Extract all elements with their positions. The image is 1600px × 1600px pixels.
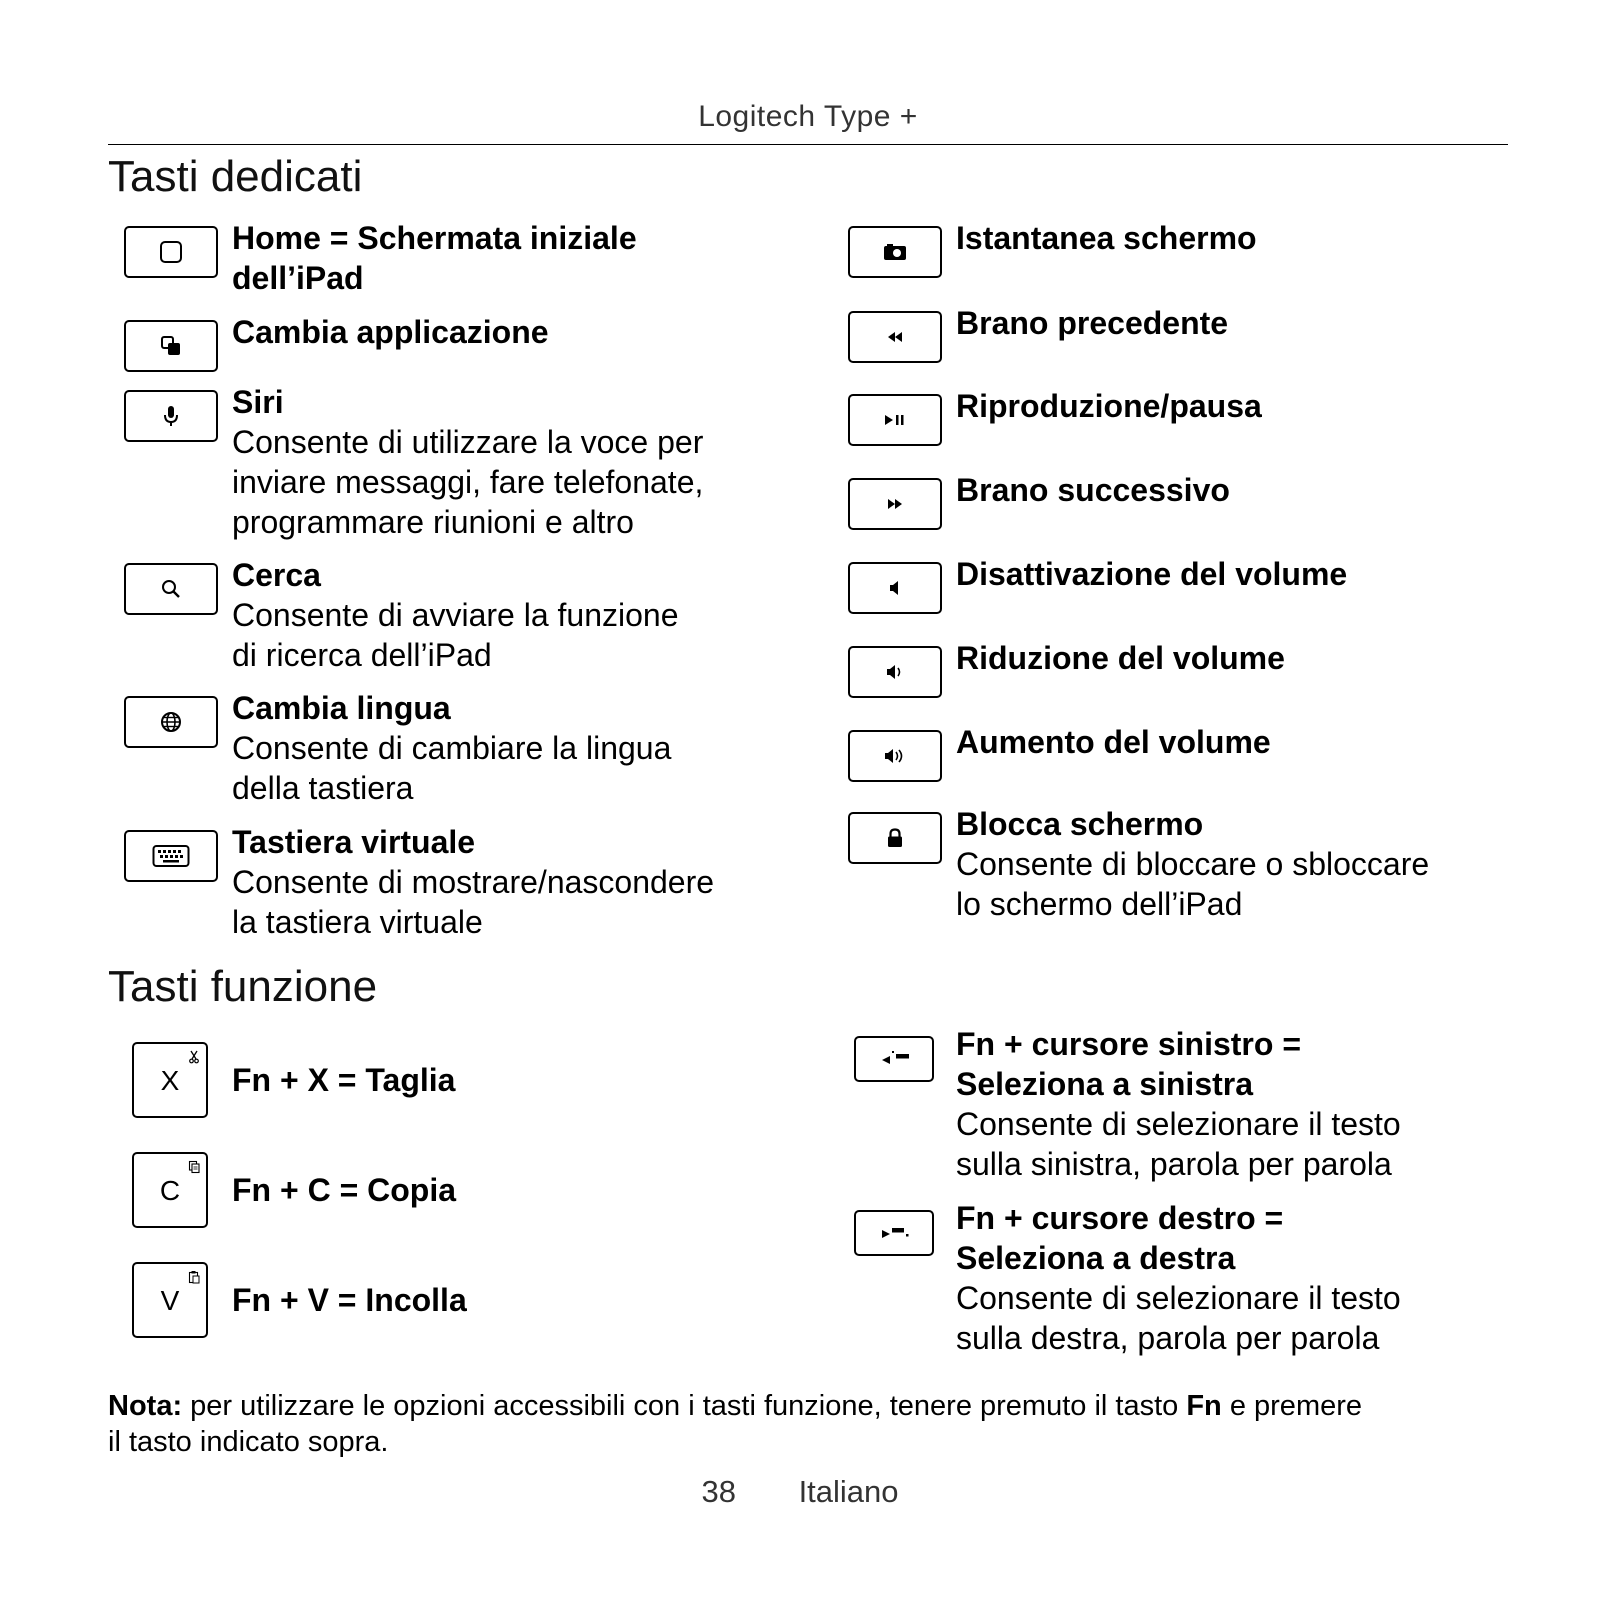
search-key [124, 563, 218, 615]
select-right-key [854, 1210, 934, 1256]
item-description: Consente di selezionare il testo [956, 1106, 1401, 1142]
item-title: Brano successivo [956, 472, 1230, 508]
select-left-key [854, 1036, 934, 1082]
mute-icon [885, 579, 905, 597]
mute-key [848, 562, 942, 614]
next-track-icon [883, 496, 907, 512]
volume-up-icon [882, 747, 908, 765]
header-rule [108, 144, 1508, 145]
search-icon [158, 576, 184, 602]
language-key [124, 696, 218, 748]
play-pause-key [848, 394, 942, 446]
item-title: Cambia applicazione [232, 314, 549, 350]
screenshot-key [848, 226, 942, 278]
keyboard-icon [152, 844, 190, 868]
item-title: Fn + cursore destro = [956, 1200, 1284, 1236]
previous-track-key [848, 311, 942, 363]
item-title: Disattivazione del volume [956, 556, 1348, 592]
item-title: Istantanea schermo [956, 220, 1257, 256]
key-letter: V [160, 1285, 180, 1316]
item-title: Fn + cursore sinistro = [956, 1026, 1301, 1062]
home-icon [158, 239, 184, 265]
home-key [124, 226, 218, 278]
volume-down-key [848, 646, 942, 698]
item-description: sulla sinistra, parola per parola [956, 1146, 1392, 1182]
note-text: per utilizzare le opzioni accessibili con i tasti funzione, tenere premuto il tasto [182, 1390, 1187, 1422]
paste-key [132, 1262, 208, 1338]
item-title: Riduzione del volume [956, 640, 1285, 676]
item-description: Consente di avviare la funzione [232, 597, 679, 633]
select-left-icon [872, 1048, 916, 1070]
note-label: Nota: [108, 1390, 183, 1422]
item-description: Consente di cambiare la lingua [232, 730, 672, 766]
volume-up-key [848, 730, 942, 782]
copy-key [132, 1152, 208, 1228]
item-title: dell’iPad [232, 260, 364, 296]
item-description: di ricerca dell’iPad [232, 637, 492, 673]
item-title: Home = Schermata iniziale [232, 220, 637, 256]
note-text: e premere [1221, 1390, 1363, 1422]
section-title-dedicated: Tasti dedicati [108, 152, 363, 201]
item-title: Brano precedente [956, 305, 1229, 341]
copy-icon [188, 1160, 200, 1174]
app-switch-icon [158, 333, 184, 359]
item-description: la tastiera virtuale [232, 904, 483, 940]
item-title: Blocca schermo [956, 806, 1204, 842]
running-header: Logitech Type + [698, 100, 918, 133]
microphone-icon [158, 403, 184, 429]
item-title: Siri [232, 384, 284, 420]
item-description: programmare riunioni e altro [232, 504, 634, 540]
camera-icon [881, 241, 909, 263]
key-letter: C [159, 1175, 181, 1206]
play-pause-icon [881, 412, 909, 428]
cut-key [132, 1042, 208, 1118]
item-title: Aumento del volume [956, 724, 1271, 760]
app-switch-key [124, 320, 218, 372]
previous-track-icon [883, 329, 907, 345]
key-letter: X [160, 1065, 180, 1096]
item-description: inviare messaggi, fare telefonate, [232, 464, 704, 500]
item-description: Consente di utilizzare la voce per [232, 424, 704, 460]
item-title: Cerca [232, 557, 321, 593]
next-track-key [848, 478, 942, 530]
item-description: sulla destra, parola per parola [956, 1320, 1380, 1356]
note-key-name: Fn [1186, 1390, 1222, 1422]
note-line-2: il tasto indicato sopra. [108, 1426, 389, 1458]
item-title: Seleziona a sinistra [956, 1066, 1254, 1102]
virtual-keyboard-key [124, 830, 218, 882]
lock-screen-key [848, 812, 942, 864]
volume-down-icon [884, 663, 906, 681]
item-description: della tastiera [232, 770, 414, 806]
item-description: lo schermo dell’iPad [956, 886, 1243, 922]
select-right-icon [872, 1222, 916, 1244]
item-description: Consente di selezionare il testo [956, 1280, 1401, 1316]
siri-key [124, 390, 218, 442]
item-title: Fn + C = Copia [232, 1172, 457, 1208]
item-title: Fn + X = Taglia [232, 1062, 456, 1098]
item-title: Fn + V = Incolla [232, 1282, 467, 1318]
page-number: 38 [701, 1474, 736, 1509]
paste-icon [188, 1270, 200, 1284]
item-title: Cambia lingua [232, 690, 451, 726]
usage-note [108, 1388, 1488, 1460]
globe-icon [158, 709, 184, 735]
item-title: Tastiera virtuale [232, 824, 476, 860]
item-description: Consente di bloccare o sbloccare [956, 846, 1430, 882]
section-title-function: Tasti funzione [108, 962, 378, 1011]
item-title: Seleziona a destra [956, 1240, 1236, 1276]
footer-language: Italiano [798, 1474, 899, 1509]
item-title: Riproduzione/pausa [956, 388, 1262, 424]
lock-icon [885, 827, 905, 849]
item-description: Consente di mostrare/nascondere [232, 864, 715, 900]
note-line-1 [108, 1388, 1488, 1424]
scissors-icon [188, 1050, 200, 1064]
page-footer [0, 1474, 1600, 1510]
